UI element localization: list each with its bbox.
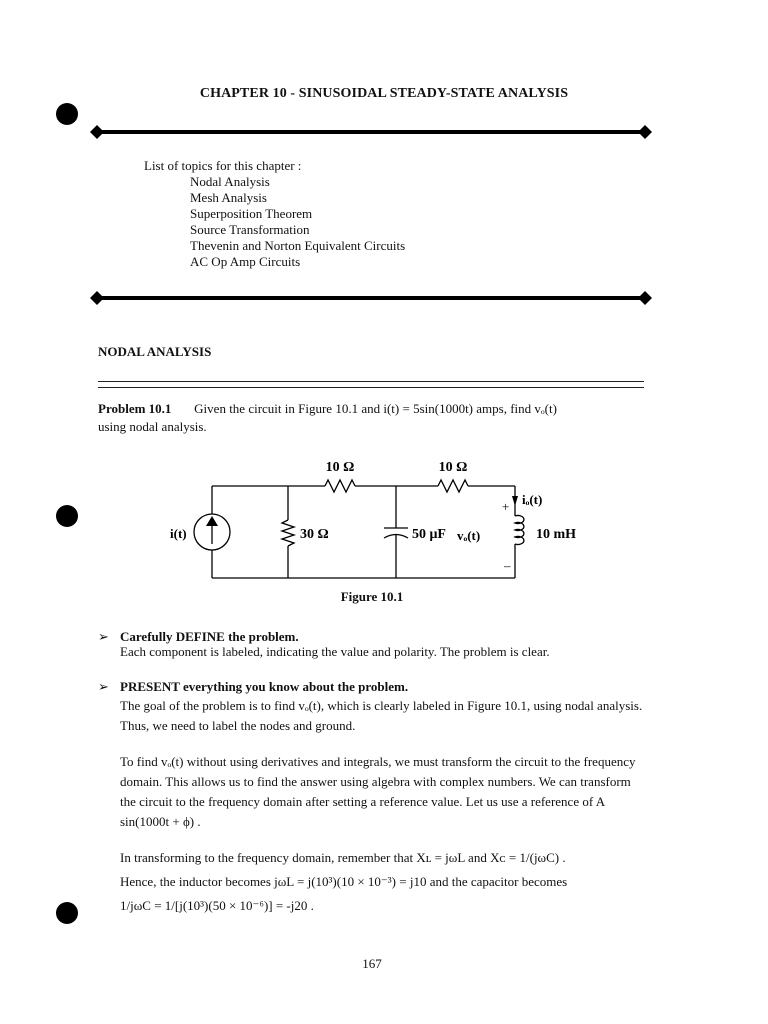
bottom-divider (90, 290, 652, 306)
cap-label: 50 μF (412, 527, 446, 542)
r1-label: 10 Ω (325, 460, 355, 475)
binder-hole-3 (56, 902, 78, 924)
body3-line-3: 1/jωC = 1/[j(10³)(50 × 10⁻⁶)] = -j20 . (120, 898, 314, 913)
topic-item: Mesh Analysis (190, 190, 267, 205)
problem-text-1: Given the circuit in Figure 10.1 and i(t) = 5sin(1000t) amps, find vₒ(t) (194, 401, 557, 416)
binder-hole-2 (56, 505, 78, 527)
body3-line-1: In transforming to the frequency domain, remember that Xʟ = jωL and Xᴄ = 1/(jωC) . (120, 850, 566, 865)
topics-intro: List of topics for this chapter : (144, 158, 302, 173)
r2-label: 10 Ω (438, 460, 468, 475)
vo-label: vₒ(t) (457, 528, 481, 543)
section-title: NODAL ANALYSIS (98, 344, 212, 359)
figure-caption: Figure 10.1 (340, 589, 404, 604)
minus-sign: – (504, 558, 511, 573)
topic-item: Source Transformation (190, 222, 310, 237)
topic-item: Nodal Analysis (190, 174, 270, 189)
chapter-title: CHAPTER 10 - SINUSOIDAL STEADY-STATE ANALYSIS (199, 86, 569, 101)
body3-line-2: Hence, the inductor becomes jωL = j(10³)(10 × 10⁻³) = j10 and the capacitor becomes (120, 874, 568, 889)
r3-label: 30 Ω (300, 527, 329, 542)
topic-item: Superposition Theorem (190, 206, 313, 221)
step-present-body-1: The goal of the problem is to find vₒ(t), which is clearly labeled in Figure 10.1, using nodal analysis. Thus, we need to label the nodes and ground. (120, 698, 643, 733)
source-label: i(t) (170, 526, 187, 541)
section-rule (98, 381, 644, 388)
step-present-body-3 (120, 846, 660, 918)
io-label: iₒ(t) (522, 492, 543, 507)
circuit-diagram (150, 452, 610, 587)
page-number: 167 (362, 956, 382, 971)
step-present-body-2: To find vₒ(t) without using derivatives and integrals, we must transform the circuit to the frequency domain. This allows us to find the answer using algebra with complex numbers. We can transform the circuit to the frequency domain after setting a reference value. Let us use a reference of A sin(1000t + ϕ) . (120, 754, 636, 829)
arrow-bullet-icon: ➢ (98, 629, 109, 644)
binder-hole-1 (56, 103, 78, 125)
step-heading: PRESENT everything you know about the problem. (120, 679, 409, 694)
problem-statement (98, 400, 658, 436)
ind-label: 10 mH (536, 527, 577, 542)
plus-sign: + (502, 499, 510, 514)
topics-list (144, 158, 405, 270)
arrow-bullet-icon: ➢ (98, 679, 109, 694)
step-heading: Carefully DEFINE the problem. (120, 629, 299, 644)
problem-label: Problem 10.1 (98, 401, 172, 416)
topic-item: Thevenin and Norton Equivalent Circuits (190, 238, 406, 253)
topic-item: AC Op Amp Circuits (190, 254, 301, 269)
problem-text-2: using nodal analysis. (98, 419, 207, 434)
step-define-body: Each component is labeled, indicating the value and polarity. The problem is clear. (120, 644, 550, 659)
top-divider (90, 124, 652, 140)
